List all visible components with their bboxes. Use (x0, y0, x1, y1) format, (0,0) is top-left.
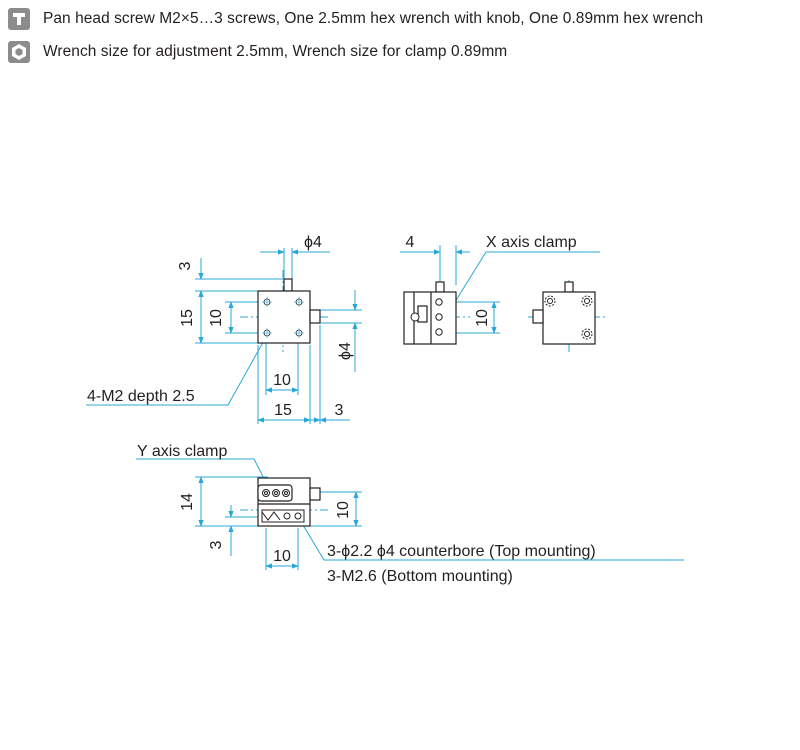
dim-top-3-right: 3 (334, 402, 344, 419)
dim-front-10: 10 (474, 309, 491, 327)
dim-top-10-horizontal: 10 (273, 372, 291, 389)
dim-bottom-10-vertical: 10 (335, 501, 352, 519)
dim-top-15: 15 (179, 309, 196, 327)
right-view (528, 280, 605, 352)
spec-row-wrench-size-text: Wrench size for adjustment 2.5mm, Wrench size for clamp 0.89mm (43, 43, 508, 60)
bottom-view (136, 443, 684, 585)
callout-bottom-mounting: 3-M2.6 (Bottom mounting) (327, 568, 513, 585)
dim-top-3: 3 (177, 261, 194, 271)
callout-4-m2: 4-M2 depth 2.5 (87, 388, 195, 405)
callout-x-axis-clamp: X axis clamp (486, 234, 577, 251)
bottom-view-clamp-screws (263, 490, 290, 497)
callout-counterbore: 3-ϕ2.2 ϕ4 counterbore (Top mounting) (327, 543, 596, 560)
dim-top-10-vertical: 10 (208, 309, 225, 327)
front-view-part (404, 282, 456, 344)
callout-y-axis-clamp: Y axis clamp (137, 443, 228, 460)
dim-side-phi4: ϕ4 (337, 342, 354, 360)
top-view (86, 234, 362, 424)
dim-bottom-3: 3 (208, 540, 225, 550)
dim-top-phi4: ϕ4 (304, 234, 322, 251)
dim-top-15-horizontal: 15 (274, 402, 292, 419)
spec-row-accessories-text: Pan head screw M2×5…3 screws, One 2.5mm hex wrench with knob, One 0.89mm hex wrench (43, 10, 704, 27)
dim-bottom-10-horizontal: 10 (273, 548, 291, 565)
dim-bottom-14: 14 (179, 493, 196, 511)
dim-front-4: 4 (405, 234, 415, 251)
